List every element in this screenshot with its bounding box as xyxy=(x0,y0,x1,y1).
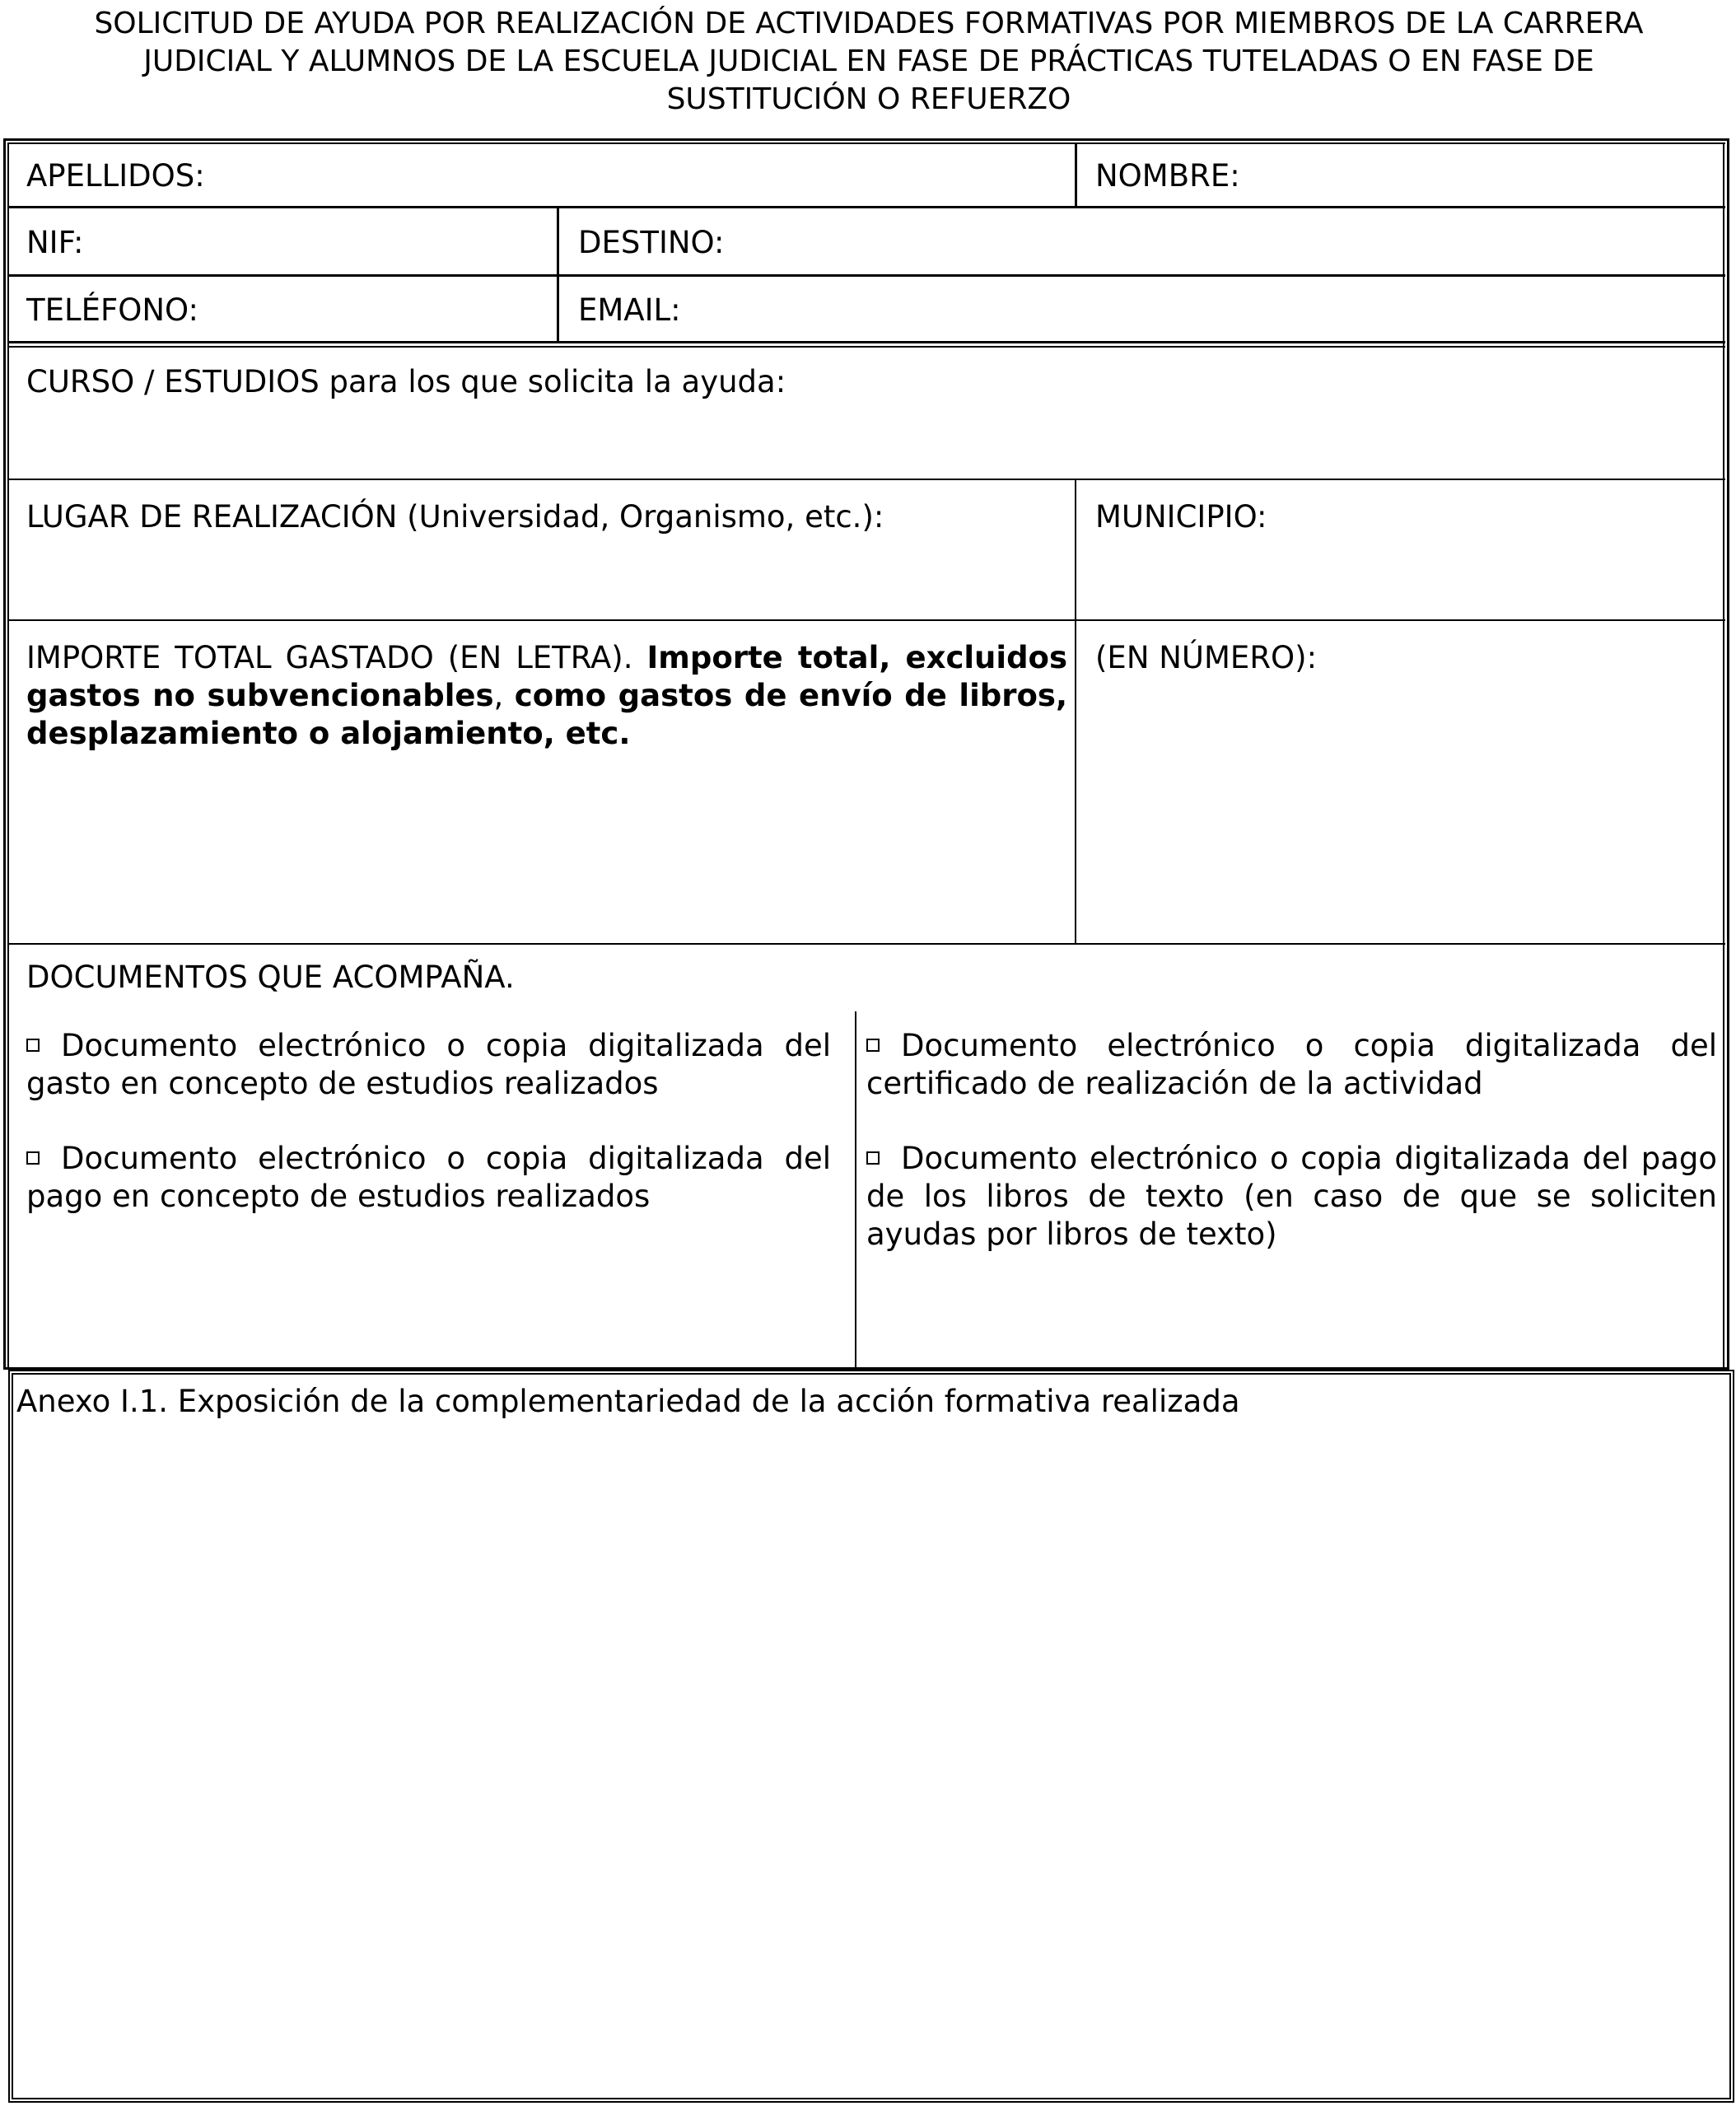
lugar-field[interactable] xyxy=(10,481,1074,619)
doc-option-gasto[interactable] xyxy=(26,1027,831,1103)
importe-numero-field[interactable] xyxy=(1077,684,1723,942)
nombre-field[interactable] xyxy=(1077,144,1723,206)
curso-field[interactable] xyxy=(10,348,1723,478)
annex-text-area[interactable] xyxy=(14,1425,1729,2096)
doc-option-certificado[interactable] xyxy=(866,1027,1717,1103)
municipio-label: MUNICIPIO: xyxy=(1095,499,1267,535)
checkbox-icon[interactable] xyxy=(26,1151,40,1165)
importe-letra-label xyxy=(26,639,1067,753)
doc-option-libros-text: Documento electrónico o copia digitalizada del pago de los libros de texto (en caso de que se soliciten ayudas por libros de texto) xyxy=(866,1141,1717,1252)
importe-letra-prefix: IMPORTE TOTAL GASTADO (EN LETRA). xyxy=(26,640,633,675)
doc-option-pago[interactable] xyxy=(26,1140,831,1216)
importe-letra-bold-2: como gastos de envío de libros, desplazamiento o alojamiento, etc. xyxy=(26,678,1067,751)
email-field[interactable] xyxy=(560,277,1723,341)
municipio-field[interactable] xyxy=(1077,481,1723,619)
telefono-field[interactable] xyxy=(10,277,556,341)
nombre-label: NOMBRE: xyxy=(1095,158,1240,194)
annex-label: Anexo I.1. Exposición de la complementariedad de la acción formativa realizada xyxy=(16,1384,1240,1419)
importe-letra-bold-1: Importe total, excluidos gastos no subvencionables xyxy=(26,640,1068,713)
doc-option-gasto-text: Documento electrónico o copia digitalizada del gasto en concepto de estudios realizados xyxy=(26,1028,831,1101)
destino-label: DESTINO: xyxy=(578,225,725,260)
apellidos-field[interactable] xyxy=(10,144,1074,206)
checkbox-icon[interactable] xyxy=(866,1151,880,1165)
importe-letra-field[interactable] xyxy=(10,758,1074,942)
importe-letra-comma: , xyxy=(493,678,504,713)
doc-option-pago-text: Documento electrónico o copia digitalizada del pago en concepto de estudios realizados xyxy=(26,1141,831,1214)
title-line-1: SOLICITUD DE AYUDA POR REALIZACIÓN DE ACTIVIDADES FORMATIVAS POR MIEMBROS DE LA CARRERA xyxy=(94,7,1644,40)
lugar-label: LUGAR DE REALIZACIÓN (Universidad, Organismo, etc.): xyxy=(26,499,884,535)
curso-label: CURSO / ESTUDIOS para los que solicita la ayuda: xyxy=(26,364,786,399)
email-label: EMAIL: xyxy=(578,292,681,328)
nif-field[interactable] xyxy=(10,208,556,274)
destino-field[interactable] xyxy=(560,208,1723,274)
doc-option-libros[interactable] xyxy=(866,1140,1717,1254)
checkbox-icon[interactable] xyxy=(866,1039,880,1052)
title-line-2: JUDICIAL Y ALUMNOS DE LA ESCUELA JUDICIAL EN FASE DE PRÁCTICAS TUTELADAS O EN FASE DE xyxy=(143,44,1594,78)
telefono-label: TELÉFONO: xyxy=(26,292,198,328)
nif-label: NIF: xyxy=(26,225,84,260)
documentos-label: DOCUMENTOS QUE ACOMPAÑA. xyxy=(26,960,515,995)
doc-option-certificado-text: Documento electrónico o copia digitalizada del certificado de realización de la actividad xyxy=(866,1028,1717,1101)
document-title xyxy=(33,5,1705,119)
checkbox-icon[interactable] xyxy=(26,1039,40,1052)
title-line-3: SUSTITUCIÓN O REFUERZO xyxy=(666,82,1071,116)
importe-numero-label: (EN NÚMERO): xyxy=(1095,640,1318,675)
apellidos-label: APELLIDOS: xyxy=(26,158,205,194)
